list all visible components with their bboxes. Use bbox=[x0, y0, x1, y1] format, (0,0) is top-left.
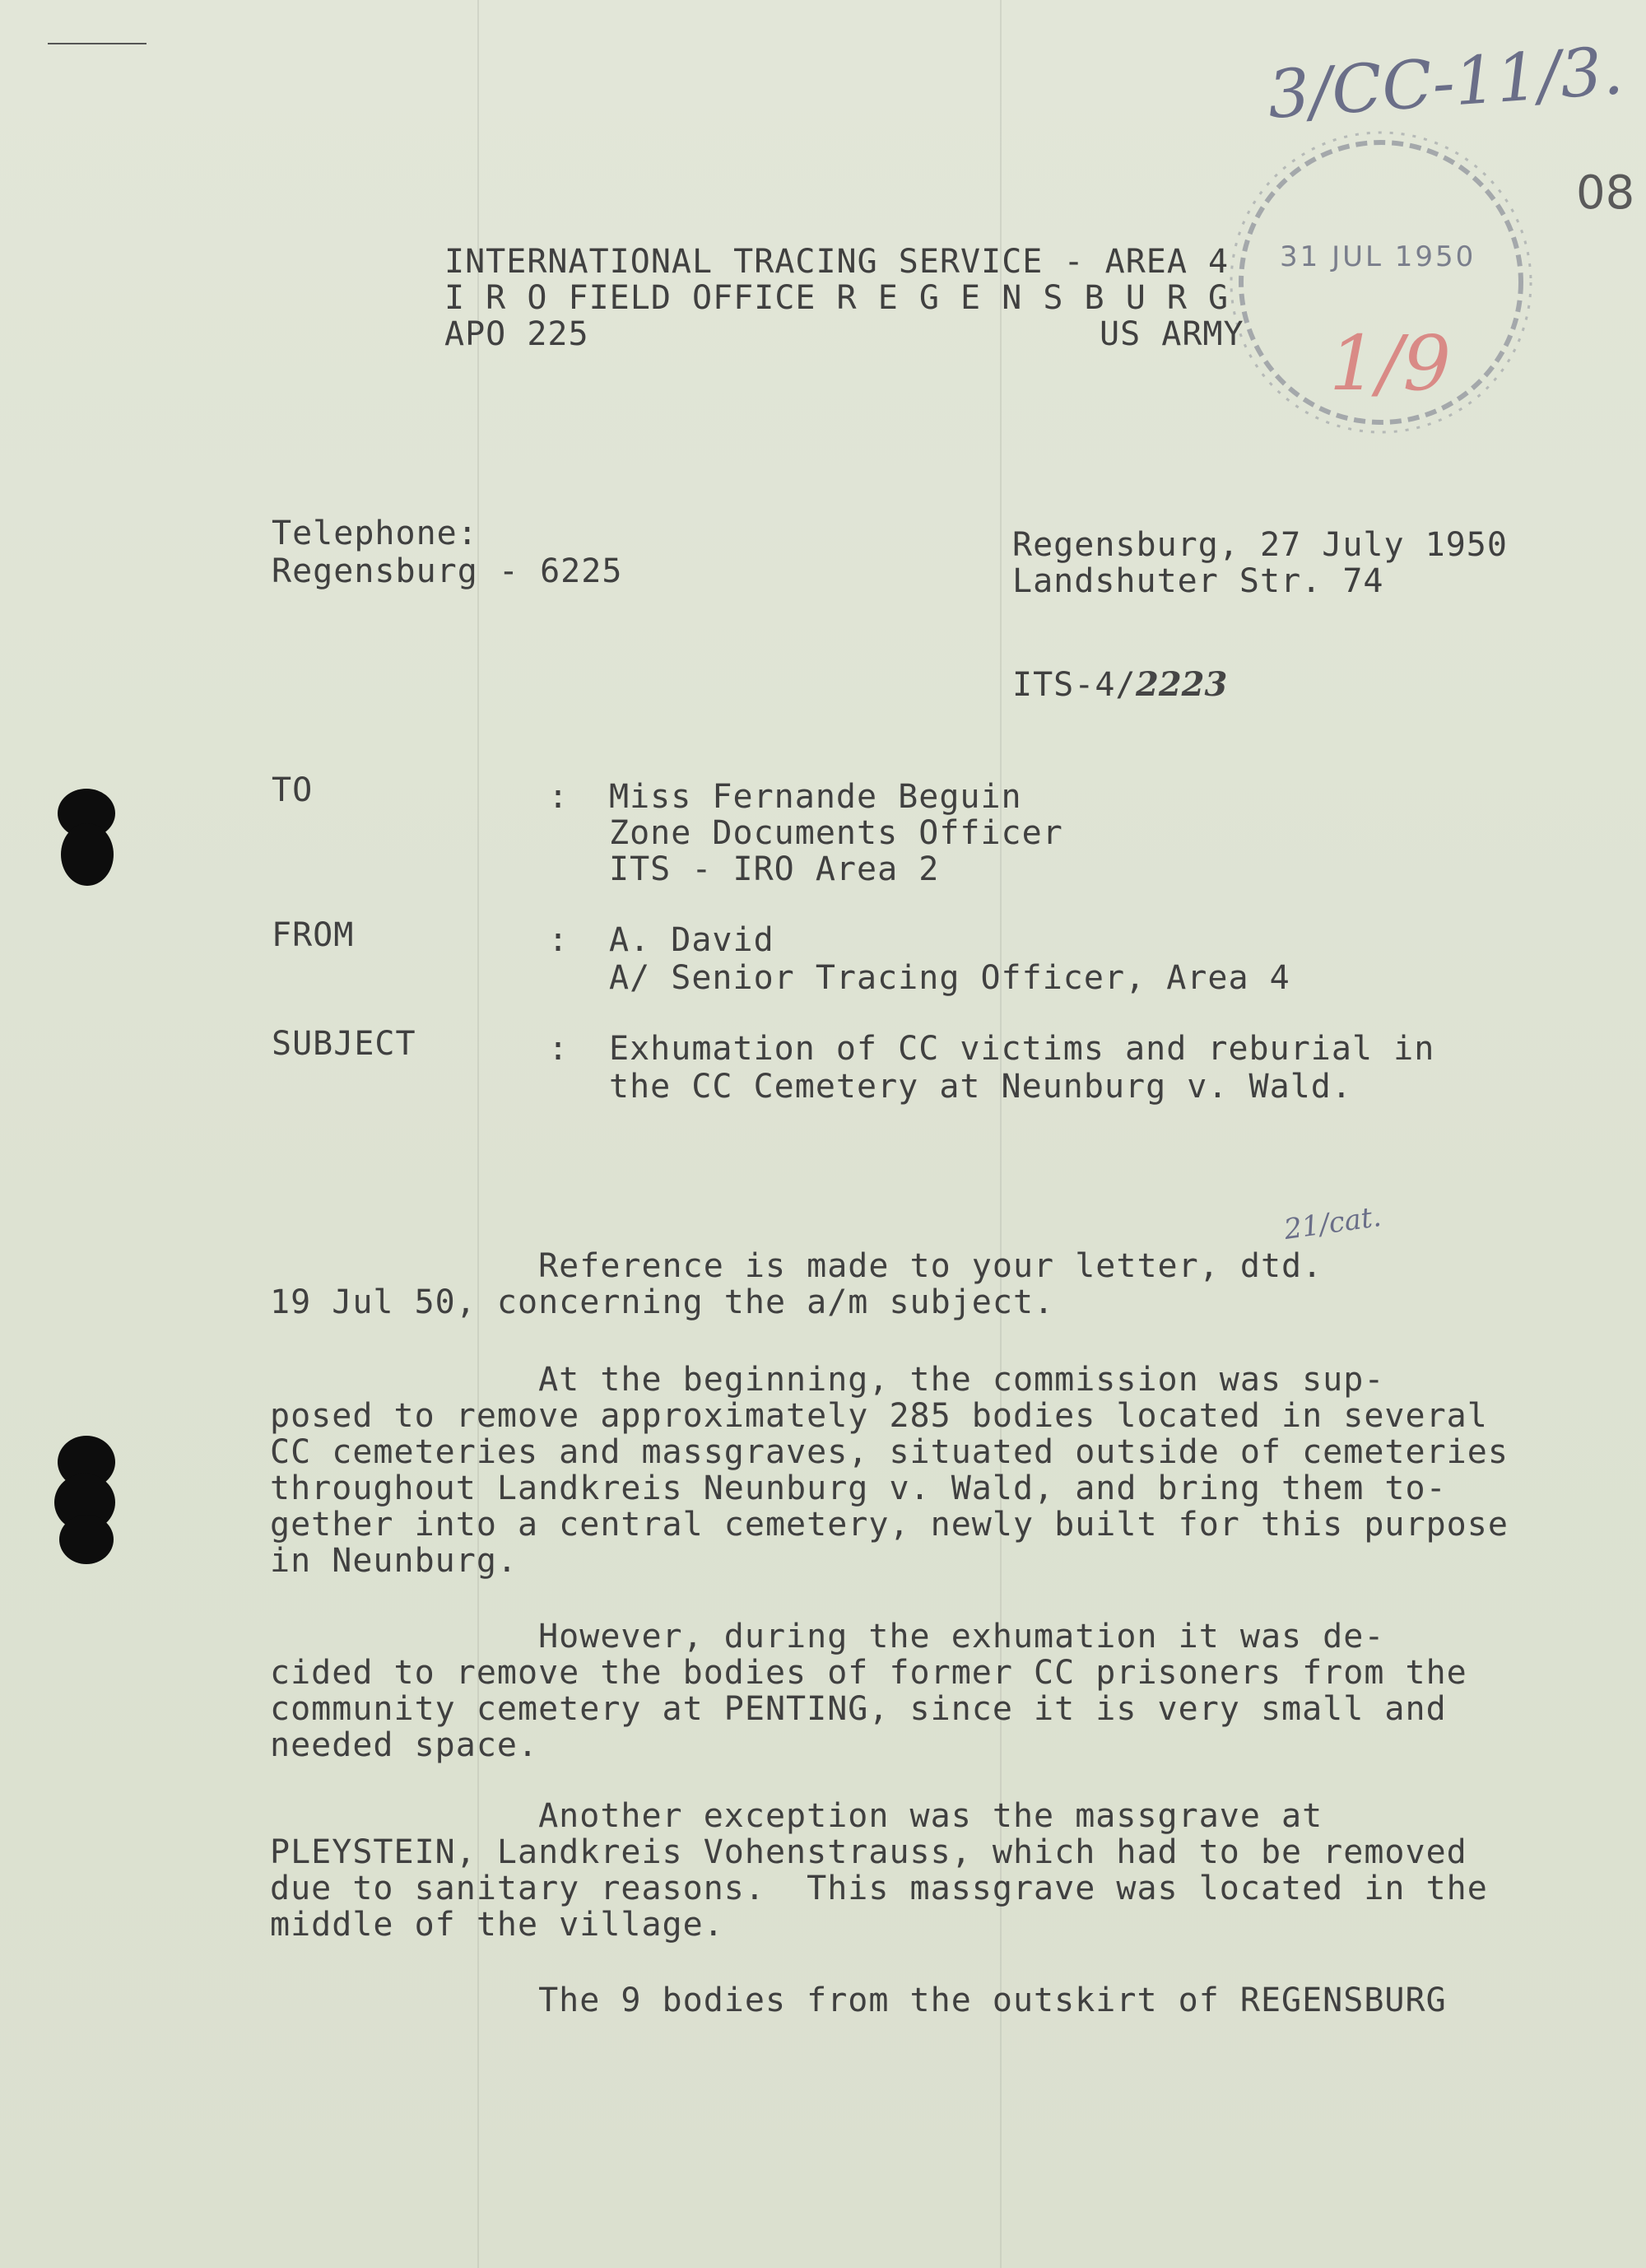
body-paragraph-5: The 9 bodies from the outskirt of REGENSBURG bbox=[270, 1982, 1447, 2019]
letterhead-us-army: US ARMY bbox=[1100, 315, 1244, 353]
from-label: FROM bbox=[272, 916, 355, 954]
body-paragraph-4: Another exception was the massgrave at PLEYSTEIN, Landkreis Vohenstrauss, which had to be removed due to sanitary reasons. This massgrave was located in the middle of the village. bbox=[270, 1797, 1488, 1944]
stamp-red-mark: 1/9 bbox=[1329, 319, 1452, 407]
subject-line-1: Exhumation of CC victims and reburial in bbox=[609, 1030, 1435, 1068]
from-separator: : bbox=[548, 921, 570, 959]
from-title: A/ Senior Tracing Officer, Area 4 bbox=[609, 959, 1290, 997]
telephone-label: Telephone: bbox=[272, 515, 478, 552]
body-paragraph-1: Reference is made to your letter, dtd. 19 Jul 50, concerning the a/m subject. bbox=[270, 1247, 1323, 1321]
place-date: Regensburg, 27 July 1950 bbox=[1012, 526, 1508, 564]
telephone-value: Regensburg - 6225 bbox=[272, 552, 623, 590]
letterhead-line-2: I R O FIELD OFFICE R E G E N S B U R G bbox=[444, 279, 1230, 317]
street-address: Landshuter Str. 74 bbox=[1012, 562, 1384, 600]
to-name: Miss Fernande Beguin bbox=[609, 778, 1022, 816]
to-title: Zone Documents Officer bbox=[609, 814, 1063, 852]
subject-label: SUBJECT bbox=[272, 1025, 416, 1063]
page-number: 08 bbox=[1576, 166, 1635, 220]
letterhead-line-1: INTERNATIONAL TRACING SERVICE - AREA 4 bbox=[444, 243, 1230, 281]
margin-mark bbox=[48, 43, 146, 44]
body-paragraph-2: At the beginning, the commission was sup- posed to remove approximately 285 bodies located in several CC cemeteries and massgraves, situated outside of cemeteries throughout Landkreis Neunburg v. Wald, and bring them to- gether into a central cemetery, newly built for this purpose in Neunburg. bbox=[270, 1361, 1509, 1580]
subject-separator: : bbox=[548, 1030, 570, 1068]
to-office: ITS - IRO Area 2 bbox=[609, 850, 940, 888]
stamp-date: 31 JUL 1950 bbox=[1280, 240, 1476, 273]
reference-handwritten-number: 2223 bbox=[1136, 665, 1228, 704]
body-paragraph-3: However, during the exhumation it was de- cided to remove the bodies of former CC prisoners from the community cemetery at PENTING, since it is very small and needed space. bbox=[270, 1618, 1467, 1764]
to-label: TO bbox=[272, 771, 314, 809]
reference-prefix: ITS-4/ bbox=[1012, 666, 1137, 704]
subject-line-2: the CC Cemetery at Neunburg v. Wald. bbox=[609, 1068, 1352, 1106]
letterhead-apo: APO 225 bbox=[444, 315, 589, 353]
handwritten-margin-note: 21/cat. bbox=[1281, 1199, 1383, 1247]
to-separator: : bbox=[548, 778, 570, 816]
handwritten-reference: 3/CC-11/3. bbox=[1265, 32, 1626, 133]
from-name: A. David bbox=[609, 921, 774, 959]
